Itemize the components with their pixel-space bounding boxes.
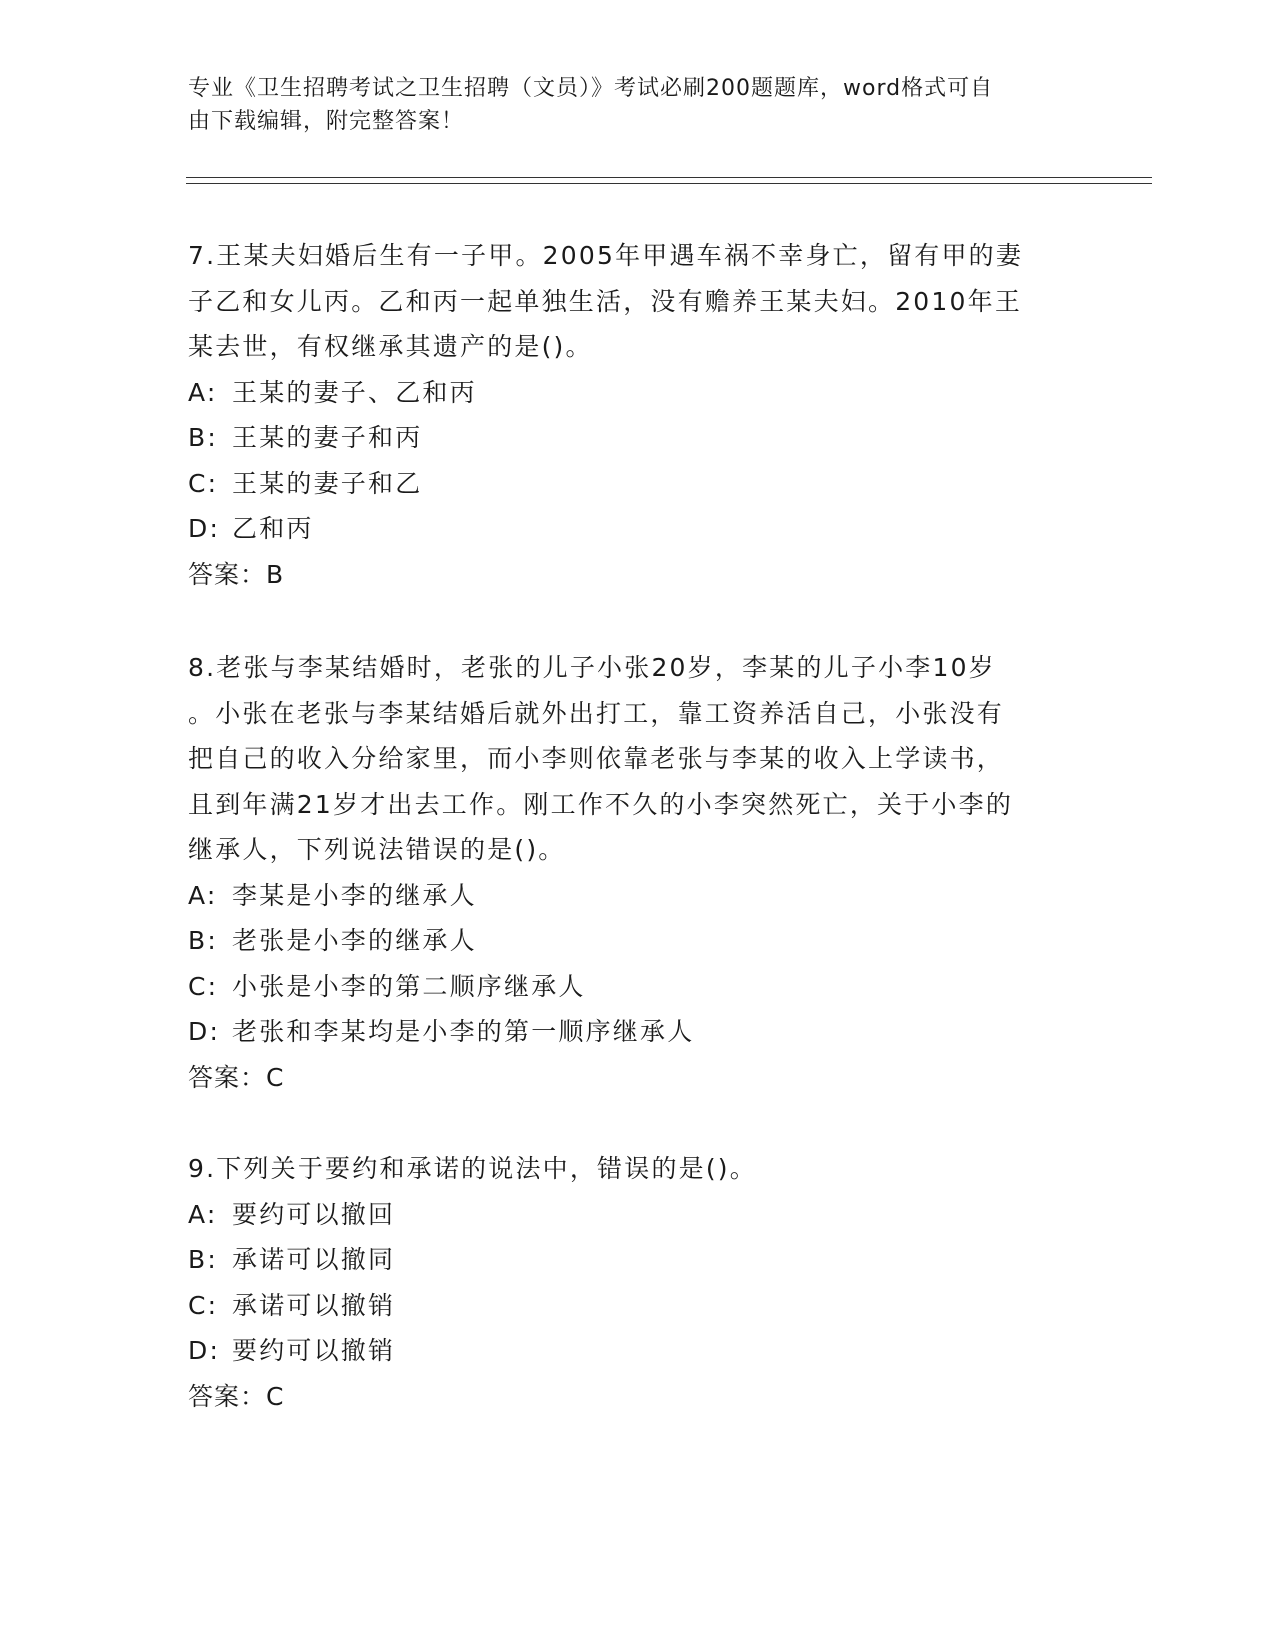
header-line-2: 由下载编辑，附完整答案！ bbox=[188, 109, 465, 134]
option-text: 李某是小李的继承人 bbox=[232, 880, 477, 910]
question-8 bbox=[188, 645, 1068, 1100]
question-stem-line: 9.下列关于要约和承诺的说法中，错误的是()。 bbox=[188, 1154, 757, 1183]
question-9 bbox=[188, 1146, 1068, 1419]
option-letter: C: bbox=[188, 971, 219, 1001]
option-text: 王某的妻子和乙 bbox=[232, 468, 423, 498]
option-a bbox=[188, 873, 1068, 919]
question-stem-line: 子乙和女儿丙。乙和丙一起单独生活，没有赡养王某夫妇。2010年王 bbox=[188, 286, 1023, 316]
option-letter: D: bbox=[188, 1336, 221, 1365]
option-letter: D: bbox=[188, 1017, 221, 1046]
document-header bbox=[188, 72, 1088, 138]
option-text: 小张是小李的第二顺序继承人 bbox=[232, 971, 586, 1001]
option-a bbox=[188, 370, 1068, 416]
option-letter: A: bbox=[188, 1199, 218, 1229]
option-c bbox=[188, 461, 1068, 507]
option-text: 王某的妻子和丙 bbox=[232, 423, 423, 452]
question-stem-line: 把自己的收入分给家里，而小李则依靠老张与李某的收入上学读书， bbox=[188, 744, 1005, 773]
option-c bbox=[188, 1283, 1068, 1329]
question-stem-line: 。小张在老张与李某结婚后就外出打工，靠工资养活自己，小张没有 bbox=[188, 698, 1005, 728]
answer: 答案：B bbox=[188, 559, 285, 589]
option-d bbox=[188, 1009, 1068, 1055]
option-b bbox=[188, 415, 1068, 461]
header-divider-bottom bbox=[186, 183, 1152, 184]
option-b bbox=[188, 918, 1068, 964]
option-text: 承诺可以撤销 bbox=[232, 1290, 396, 1320]
option-letter: B: bbox=[188, 1245, 218, 1274]
option-text: 老张和李某均是小李的第一顺序继承人 bbox=[232, 1017, 695, 1046]
option-a bbox=[188, 1192, 1068, 1238]
option-d bbox=[188, 1328, 1068, 1374]
option-text: 乙和丙 bbox=[232, 514, 314, 543]
question-stem-line: 7.王某夫妇婚后生有一子甲。2005年甲遇车祸不幸身亡，留有甲的妻 bbox=[188, 241, 1024, 270]
question-stem-line: 继承人，下列说法错误的是()。 bbox=[188, 835, 566, 864]
option-text: 老张是小李的继承人 bbox=[232, 926, 477, 955]
header-line-1: 专业《卫生招聘考试之卫生招聘（文员）》考试必刷200题题库，word格式可自 bbox=[188, 76, 994, 101]
question-stem-line: 且到年满21岁才出去工作。刚工作不久的小李突然死亡，关于小李的 bbox=[188, 789, 1014, 819]
option-text: 要约可以撤回 bbox=[232, 1199, 396, 1229]
option-b bbox=[188, 1237, 1068, 1283]
option-letter: A: bbox=[188, 880, 218, 910]
header-divider-top bbox=[186, 177, 1152, 178]
option-c bbox=[188, 964, 1068, 1010]
option-letter: B: bbox=[188, 926, 218, 955]
option-text: 承诺可以撤同 bbox=[232, 1245, 396, 1274]
answer: 答案：C bbox=[188, 1062, 285, 1092]
option-letter: C: bbox=[188, 1290, 219, 1320]
question-stem-line: 8.老张与李某结婚时，老张的儿子小张20岁，李某的儿子小李10岁 bbox=[188, 653, 996, 682]
option-letter: A: bbox=[188, 377, 218, 407]
answer: 答案：C bbox=[188, 1381, 285, 1411]
option-d bbox=[188, 506, 1068, 552]
option-text: 王某的妻子、乙和丙 bbox=[232, 377, 477, 407]
option-text: 要约可以撤销 bbox=[232, 1336, 396, 1365]
option-letter: D: bbox=[188, 514, 221, 543]
option-letter: B: bbox=[188, 423, 218, 452]
option-letter: C: bbox=[188, 468, 219, 498]
question-7 bbox=[188, 233, 1068, 597]
question-stem-line: 某去世，有权继承其遗产的是()。 bbox=[188, 332, 593, 361]
